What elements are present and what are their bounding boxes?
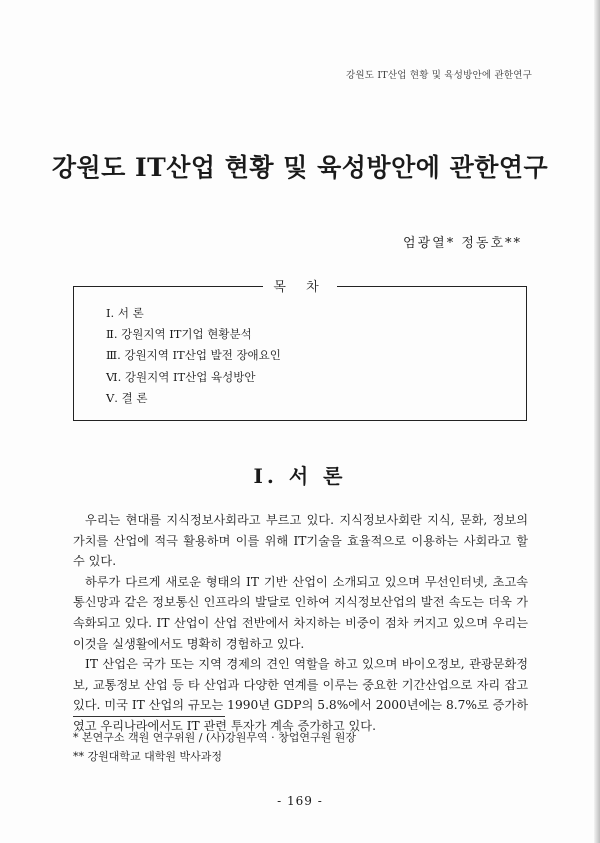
toc-item: Ⅴ. 결 론 xyxy=(106,390,148,405)
section-heading: Ⅰ. 서 론 xyxy=(253,464,347,488)
paragraph: IT 산업은 국가 또는 지역 경제의 견인 역할을 하고 있으며 바이오정보, 관광문화정보, 교통정보 산업 등 타 산업과 다양한 연계를 이루는 중요한 기간산업으로 자리 잡고 있다. 미국 IT 산업의 규모는 1990년 GDP의 5.8%에서 2000년에는 8.7%로 증가하였고 우리나라에서도 IT 관련 투자가 계속 증가하고 있다. xyxy=(73,657,528,733)
toc-list xyxy=(106,303,281,409)
toc-item: Ⅵ. 강원지역 IT산업 육성방안 xyxy=(106,369,256,384)
toc-title-text: 목 차 xyxy=(263,280,336,295)
footnote-divider xyxy=(73,716,225,717)
toc-title xyxy=(0,276,600,295)
toc-item: Ⅱ. 강원지역 IT기업 현황분석 xyxy=(106,327,252,342)
page-edge-shadow xyxy=(594,0,600,843)
paragraph: 하루가 다르게 새로운 형태의 IT 기반 산업이 소개되고 있으며 무선인터넷, 초고속 통신망과 같은 정보통신 인프라의 발달로 인하여 지식정보산업의 발전 속도는 더욱 가속화되고 있다. IT 산업이 산업 전반에서 차지하는 비중이 점차 커지고 있으며 우리는 이것을 실생활에서도 명확히 경험하고 있다. xyxy=(73,574,528,651)
page-number: - 169 - xyxy=(277,794,323,808)
body-text xyxy=(73,510,528,737)
running-head: 강원도 IT산업 현황 및 육성방안에 관한연구 xyxy=(346,70,532,81)
footnotes xyxy=(73,728,356,766)
authors: 엄광열* 정동호** xyxy=(403,236,522,251)
paper-title: 강원도 IT산업 현황 및 육성방안에 관한연구 xyxy=(51,153,549,182)
paragraph: 우리는 현대를 지식정보사회라고 부르고 있다. 지식정보사회란 지식, 문화, 정보의 가치를 산업에 적극 활용하며 이를 위해 IT기술을 효율적으로 이용하는 사회라고 할 수 있다. xyxy=(73,513,528,569)
toc-item: Ⅰ. 서 론 xyxy=(106,306,144,320)
toc-item: Ⅲ. 강원지역 IT산업 발전 장애요인 xyxy=(106,348,281,363)
footnote: ** 강원대학교 대학원 박사과정 xyxy=(73,750,223,763)
footnote: * 본연구소 객원 연구위원 / (사)강원무역 · 창업연구원 원장 xyxy=(73,731,357,744)
